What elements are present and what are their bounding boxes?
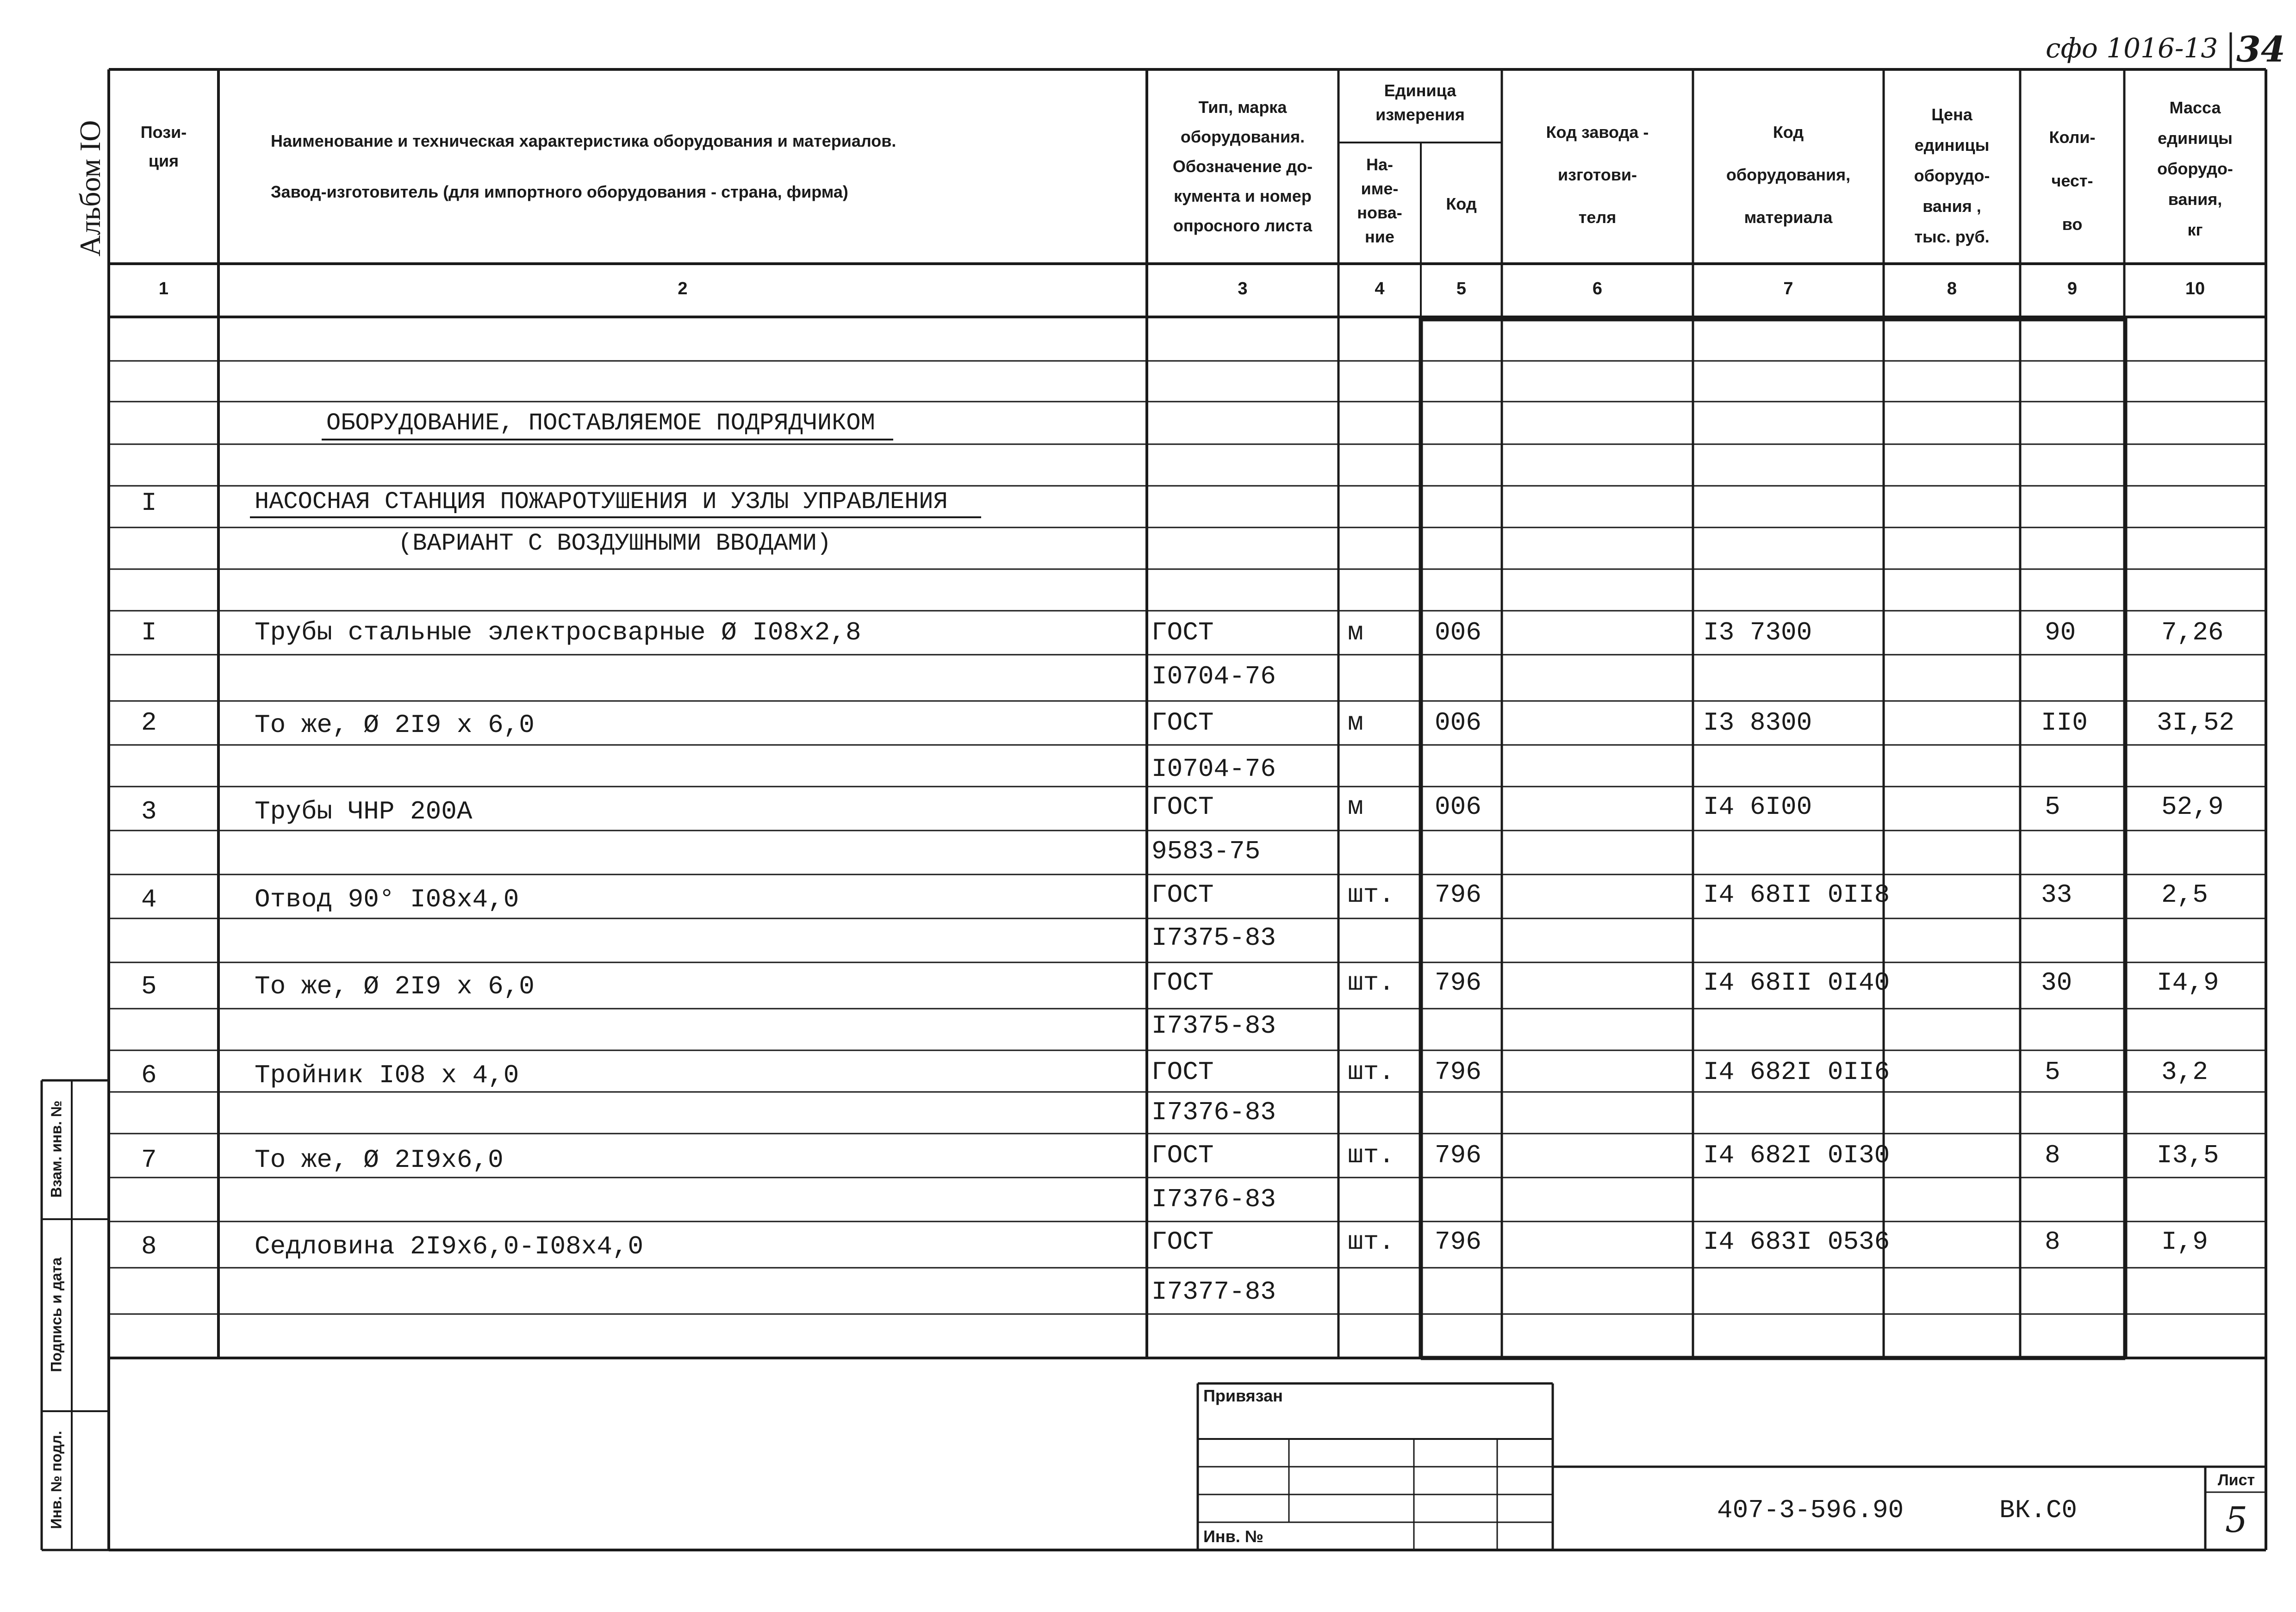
item-quantity: II0 xyxy=(2041,708,2088,738)
item-unit: шт. xyxy=(1348,968,1394,998)
handwritten-note: сфо 1016-13 xyxy=(2046,32,2218,64)
header-price: Цена единицы оборудо- вания , тыс. руб. xyxy=(1914,105,1990,246)
stamp-sheet-number: 5 xyxy=(2225,1499,2248,1540)
group-subtitle: (ВАРИАНТ С ВОЗДУШНЫМИ ВВОДАМИ) xyxy=(398,530,832,557)
item-doc-number: I7377-83 xyxy=(1151,1277,1276,1307)
col-number: 5 xyxy=(1456,279,1467,298)
item-doc-number: I7376-83 xyxy=(1151,1097,1276,1127)
item-doc-number: I7375-83 xyxy=(1151,1011,1276,1041)
header-name: Наименование и техническая характеристика оборудования и материалов. Завод-изготовитель (для импортного оборудования - страна, фирма) xyxy=(271,131,896,201)
item-doc: ГОСТ xyxy=(1151,880,1214,910)
item-code: I4 682I 0II6 xyxy=(1703,1057,1890,1087)
item-name: Тройник I08 x 4,0 xyxy=(255,1060,519,1090)
item-quantity: 90 xyxy=(2045,618,2076,647)
col-number: 1 xyxy=(158,279,169,298)
header-quantity: Коли- чест- во xyxy=(2049,128,2096,234)
item-doc: ГОСТ xyxy=(1151,708,1214,738)
album-label: Альбом IO xyxy=(74,120,106,257)
item-position: 6 xyxy=(141,1060,157,1090)
item-position: 8 xyxy=(141,1232,157,1261)
item-name: То же, Ø 2I9 x 6,0 xyxy=(255,972,535,1001)
header-mass: Масса единицы оборудо- вания, кг xyxy=(2157,98,2233,239)
item-code: I4 68II 0I40 xyxy=(1703,968,1890,998)
item-mass: I,9 xyxy=(2161,1227,2208,1257)
stamp-doc-code: 407-3-596.90 xyxy=(1717,1495,1904,1525)
item-unit-code: 796 xyxy=(1435,968,1481,998)
item-unit: шт. xyxy=(1348,1141,1394,1170)
item-position: I xyxy=(141,618,157,647)
item-quantity: 5 xyxy=(2045,792,2060,822)
item-doc: ГОСТ xyxy=(1151,968,1214,998)
item-name: Трубы ЧНР 200А xyxy=(255,797,473,826)
side-label-orig-inv: Инв. № подл. xyxy=(48,1431,65,1529)
col-number: 8 xyxy=(1947,279,1957,298)
item-quantity: 33 xyxy=(2041,880,2072,910)
item-code: I4 6I00 xyxy=(1703,792,1812,822)
item-mass: 52,9 xyxy=(2161,792,2224,822)
item-doc: ГОСТ xyxy=(1151,1227,1214,1257)
stamp-sheet-label: Лист xyxy=(2217,1471,2255,1489)
item-mass: 7,26 xyxy=(2161,618,2224,647)
item-unit-code: 796 xyxy=(1435,1141,1481,1170)
section-title: ОБОРУДОВАНИЕ, ПОСТАВЛЯЕМОЕ ПОДРЯДЧИКОМ xyxy=(326,409,875,437)
header-position: Пози- ция xyxy=(140,123,187,170)
item-unit: м xyxy=(1348,792,1363,822)
side-label-signature-date: Подпись и дата xyxy=(48,1257,65,1372)
item-doc: ГОСТ xyxy=(1151,618,1214,647)
item-name: Трубы стальные электросварные Ø I08x2,8 xyxy=(255,618,861,647)
item-mass: 3,2 xyxy=(2161,1057,2208,1087)
side-label-replace-inv: Взам. инв. № xyxy=(48,1100,65,1198)
item-mass: I4,9 xyxy=(2157,968,2219,998)
group-position: I xyxy=(141,488,157,518)
item-doc-number: I0704-76 xyxy=(1151,754,1276,784)
group-title: НАСОСНАЯ СТАНЦИЯ ПОЖАРОТУШЕНИЯ И УЗЛЫ УПРАВЛЕНИЯ xyxy=(255,488,948,515)
item-doc-number: I7375-83 xyxy=(1151,923,1276,953)
item-doc: ГОСТ xyxy=(1151,1057,1214,1087)
item-quantity: 30 xyxy=(2041,968,2072,998)
item-position: 3 xyxy=(141,797,157,826)
item-unit: м xyxy=(1348,618,1363,647)
item-position: 4 xyxy=(141,885,157,914)
item-name: То же, Ø 2I9x6,0 xyxy=(255,1145,504,1175)
col-number: 10 xyxy=(2185,279,2205,298)
header-type: Тип, марка оборудования. Обозначение до- кумента и номер опросного листа xyxy=(1172,98,1313,235)
item-mass: I3,5 xyxy=(2157,1141,2219,1170)
item-quantity: 5 xyxy=(2045,1057,2060,1087)
item-doc: ГОСТ xyxy=(1151,792,1214,822)
item-unit-code: 796 xyxy=(1435,1057,1481,1087)
item-doc-number: 9583-75 xyxy=(1151,837,1261,866)
item-code: I4 683I 0536 xyxy=(1703,1227,1890,1257)
item-name: То же, Ø 2I9 x 6,0 xyxy=(255,710,535,740)
item-unit-code: 006 xyxy=(1435,792,1481,822)
header-unit-group: Единица измерения xyxy=(1375,81,1465,124)
col-number: 3 xyxy=(1238,279,1248,298)
col-number: 2 xyxy=(678,279,688,298)
item-unit: м xyxy=(1348,708,1363,738)
item-unit: шт. xyxy=(1348,1057,1394,1087)
item-unit-code: 006 xyxy=(1435,618,1481,647)
item-name: Седловина 2I9x6,0-I08x4,0 xyxy=(255,1232,644,1261)
item-doc-number: I7376-83 xyxy=(1151,1184,1276,1214)
item-quantity: 8 xyxy=(2045,1227,2060,1257)
stamp-mark: ВК.С0 xyxy=(1999,1495,2078,1525)
item-unit: шт. xyxy=(1348,880,1394,910)
item-unit-code: 796 xyxy=(1435,1227,1481,1257)
item-code: I3 7300 xyxy=(1703,618,1812,647)
header-unit-code: Код xyxy=(1446,194,1477,213)
item-position: 2 xyxy=(141,708,157,738)
item-code: I4 68II 0II8 xyxy=(1703,880,1890,910)
page-number: 34 xyxy=(2236,29,2285,70)
item-unit-code: 796 xyxy=(1435,880,1481,910)
col-number: 9 xyxy=(2067,279,2078,298)
item-mass: 2,5 xyxy=(2161,880,2208,910)
item-position: 5 xyxy=(141,972,157,1001)
header-equipment-code: Код оборудования, материала xyxy=(1726,123,1851,227)
header-unit-name: На- име- нова- ние xyxy=(1357,155,1402,246)
item-code: I4 682I 0I30 xyxy=(1703,1141,1890,1170)
item-quantity: 8 xyxy=(2045,1141,2060,1170)
item-name: Отвод 90° I08x4,0 xyxy=(255,885,519,914)
item-position: 7 xyxy=(141,1145,157,1175)
item-code: I3 8300 xyxy=(1703,708,1812,738)
item-doc-number: I0704-76 xyxy=(1151,662,1276,691)
col-number: 4 xyxy=(1375,279,1385,298)
item-unit-code: 006 xyxy=(1435,708,1481,738)
stamp-inv-label: Инв. № xyxy=(1203,1527,1263,1546)
col-number: 6 xyxy=(1592,279,1603,298)
stamp-bound-label: Привязан xyxy=(1203,1386,1283,1405)
col-number: 7 xyxy=(1783,279,1793,298)
item-doc: ГОСТ xyxy=(1151,1141,1214,1170)
item-mass: 3I,52 xyxy=(2157,708,2235,738)
item-unit: шт. xyxy=(1348,1227,1394,1257)
header-factory-code: Код завода - изготови- теля xyxy=(1546,123,1649,227)
